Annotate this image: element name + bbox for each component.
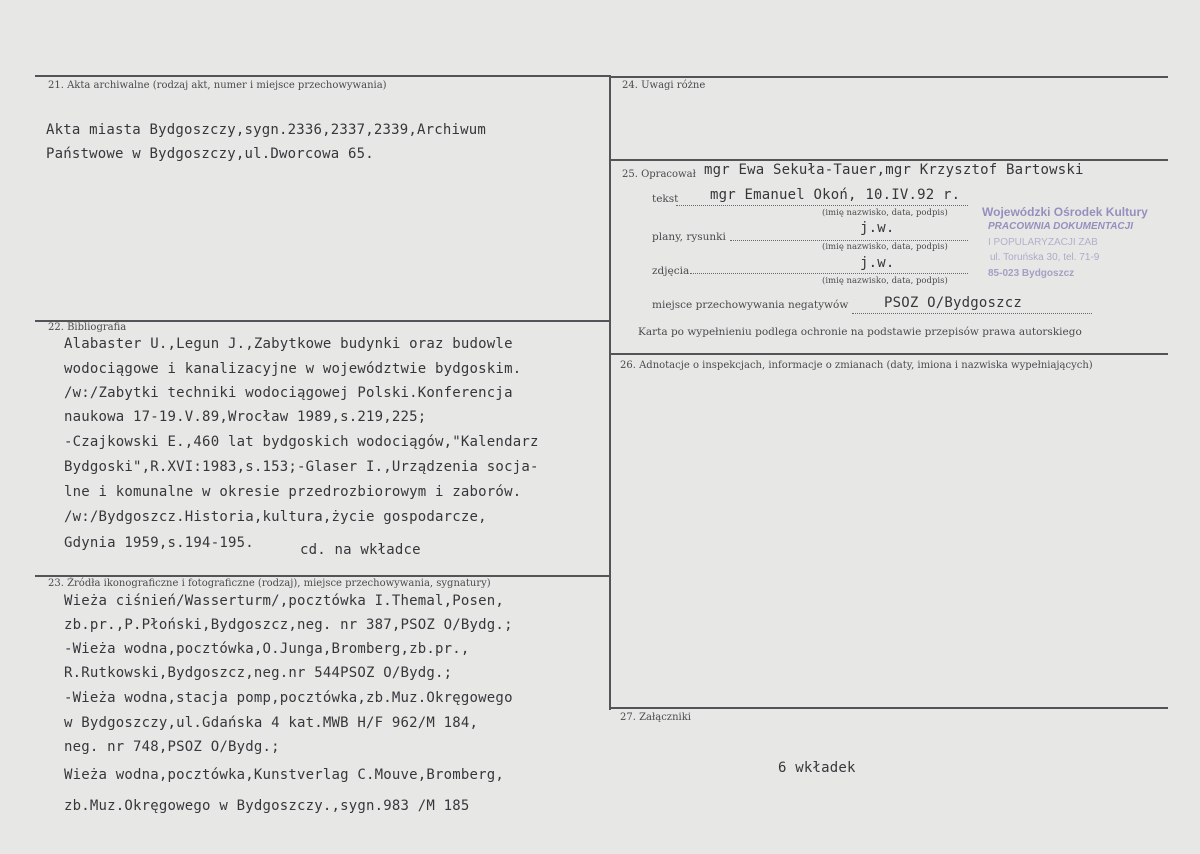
section-21-label: 21. Akta archiwalne (rodzaj akt, numer i miejsce przechowywania) — [48, 80, 387, 91]
section-23-line-5: -Wieża wodna,stacja pomp,pocztówka,zb.Muz.Okręgowego — [64, 690, 513, 706]
zdjecia-dotted-line — [690, 273, 968, 274]
section-24-label: 24. Uwagi różne — [622, 80, 706, 91]
negatywy-label: miejsce przechowywania negatywów — [652, 299, 849, 311]
section-22-line-5: -Czajkowski E.,460 lat bydgoskich wodociągów,"Kalendarz — [64, 434, 539, 450]
stamp-line-5: 85-023 Bydgoszcz — [988, 268, 1075, 279]
negatywy-dotted-line — [852, 313, 1092, 314]
section-23-line-9: zb.Muz.Okręgowego w Bydgoszczy.,sygn.983 /M 185 — [64, 798, 470, 814]
rule-left-23 — [35, 575, 610, 577]
section-22-line-9: Gdynia 1959,s.194-195. — [64, 535, 254, 551]
rule-right-27 — [610, 707, 1168, 709]
tekst-dotted-line — [676, 205, 968, 206]
zdjecia-caption: (imię nazwisko, data, podpis) — [822, 276, 948, 286]
section-23-line-1: Wieża ciśnień/Wasserturm/,pocztówka I.Themal,Posen, — [64, 593, 505, 609]
negatywy-value: PSOZ O/Bydgoszcz — [884, 295, 1023, 311]
zdjecia-value: j.w. — [860, 255, 895, 271]
rule-top-left — [35, 75, 610, 77]
section-22-line-4: naukowa 17-19.V.89,Wrocław 1989,s.219,225; — [64, 409, 427, 425]
section-25-label: 25. Opracował — [622, 169, 696, 180]
rule-right-25 — [610, 159, 1168, 161]
rule-center-vertical — [609, 75, 611, 710]
section-23-line-7: neg. nr 748,PSOZ O/Bydg.; — [64, 739, 280, 755]
section-21-line-1: Akta miasta Bydgoszczy,sygn.2336,2337,2339,Archiwum — [46, 122, 487, 138]
tekst-label: tekst — [652, 193, 679, 205]
plany-label: plany, rysunki — [652, 231, 726, 243]
section-22-line-1: Alabaster U.,Legun J.,Zabytkowe budynki oraz budowle — [64, 336, 513, 352]
section-22-line-7: lne i komunalne w okresie przedrozbiorowym i zaborów. — [64, 484, 522, 500]
section-23-line-3: -Wieża wodna,pocztówka,O.Junga,Bromberg,zb.pr., — [64, 641, 470, 657]
zdjecia-label: zdjęcia — [652, 265, 690, 277]
section-22-label: 22. Bibliografia — [48, 322, 127, 333]
copyright-note: Karta po wypełnieniu podlega ochronie na podstawie przepisów prawa autorskiego — [638, 326, 1082, 338]
section-22-line-2: wodociągowe i kanalizacyjne w województwie bydgoskim. — [64, 361, 522, 377]
tekst-caption: (imię nazwisko, data, podpis) — [822, 208, 948, 218]
plany-dotted-line — [730, 240, 968, 241]
section-23-line-2: zb.pr.,P.Płoński,Bydgoszcz,neg. nr 387,PSOZ O/Bydg.; — [64, 617, 513, 633]
stamp-line-3: I POPULARYZACJI ZAB — [988, 237, 1098, 248]
stamp-line-2: PRACOWNIA DOKUMENTACJI — [988, 221, 1133, 232]
tekst-value: mgr Emanuel Okoń, 10.IV.92 r. — [710, 187, 961, 203]
section-26-label: 26. Adnotacje o inspekcjach, informacje o zmianach (daty, imiona i nazwiska wypełniających) — [620, 360, 1093, 371]
section-22-line-8: /w:/Bydgoszcz.Historia,kultura,życie gospodarcze, — [64, 509, 487, 525]
section-23-line-6: w Bydgoszczy,ul.Gdańska 4 kat.MWB H/F 962/M 184, — [64, 715, 479, 731]
section-21-line-2: Państwowe w Bydgoszczy,ul.Dworcowa 65. — [46, 146, 374, 162]
section-23-line-8: Wieża wodna,pocztówka,Kunstverlag C.Mouve,Bromberg, — [64, 767, 505, 783]
section-25-authors: mgr Ewa Sekuła-Tauer,mgr Krzysztof Bartowski — [704, 162, 1084, 178]
section-23-line-4: R.Rutkowski,Bydgoszcz,neg.nr 544PSOZ O/Bydg.; — [64, 665, 453, 681]
rule-right-26 — [610, 353, 1168, 355]
section-27-label: 27. Załączniki — [620, 712, 691, 723]
section-23-label: 23. Źródła ikonograficzne i fotograficzne (rodzaj), miejsce przechowywania, sygnatury) — [48, 578, 491, 589]
section-22-line-6: Bydgoski",R.XVI:1983,s.153;-Glaser I.,Urządzenia socja- — [64, 459, 539, 475]
section-22-line-3: /w:/Zabytki techniki wodociągowej Polski.Konferencja — [64, 385, 513, 401]
plany-caption: (imię nazwisko, data, podpis) — [822, 242, 948, 252]
plany-value: j.w. — [860, 220, 895, 236]
section-27-value: 6 wkładek — [778, 760, 856, 776]
section-22-note: cd. na wkładce — [300, 542, 421, 558]
stamp-line-1: Wojewódzki Ośrodek Kultury — [982, 205, 1148, 219]
stamp-line-4: ul. Toruńska 30, tel. 71-9 — [990, 252, 1100, 263]
rule-top-right — [610, 76, 1168, 78]
